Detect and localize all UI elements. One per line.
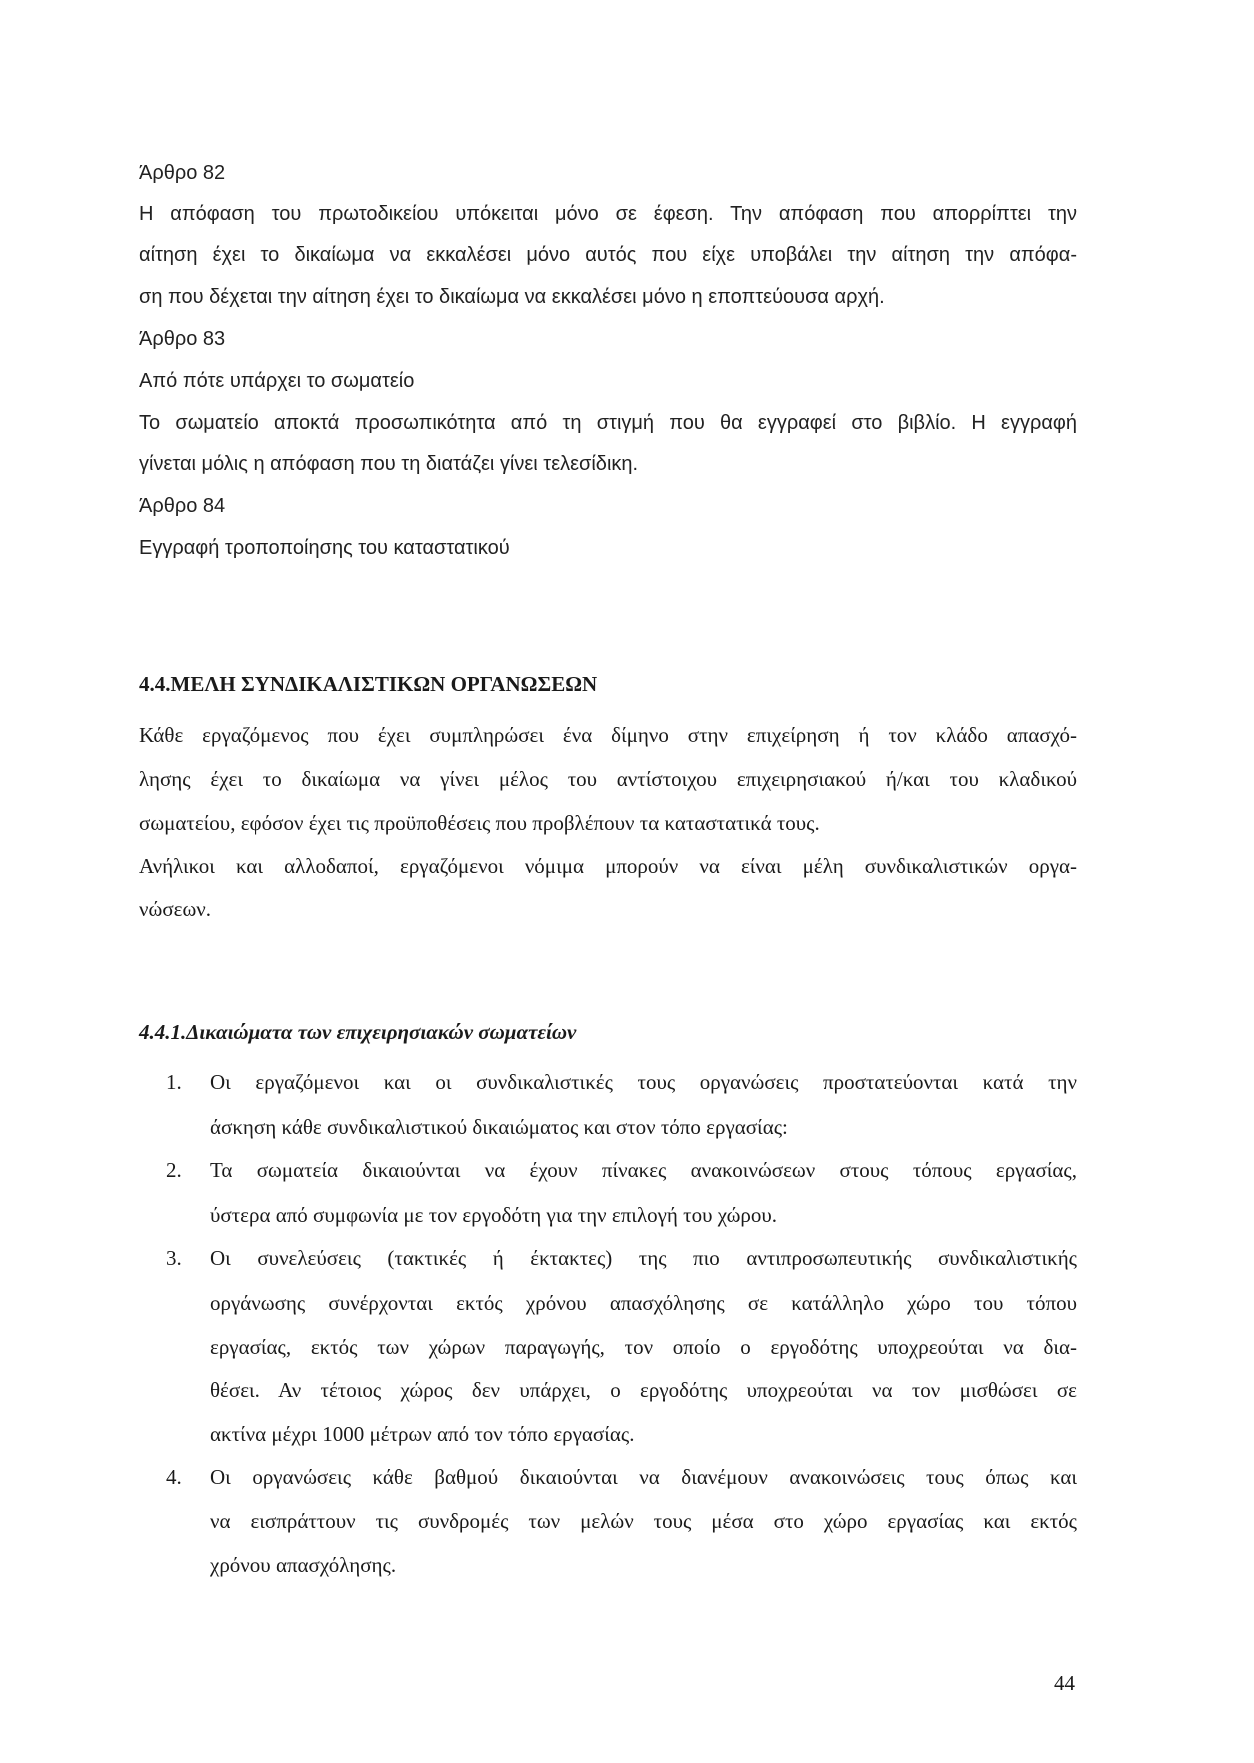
section-4-4-line-5: νώσεων.	[139, 897, 212, 921]
list-item-number: 1.	[166, 1070, 182, 1094]
list-item-number: 3.	[166, 1246, 182, 1270]
section-4-4-1-heading: 4.4.1.Δικαιώματα των επιχειρησιακών σωματείων	[139, 1020, 577, 1044]
article-82-line-2: αίτηση έχει το δικαίωμα να εκκαλέσει μόνο αυτός που είχε υποβάλει την αίτηση την απόφα-	[139, 244, 1077, 266]
list-item-4-line-3: χρόνου απασχόλησης.	[210, 1553, 397, 1577]
list-item-2-line-1: Τα σωματεία δικαιούνται να έχουν πίνακες ανακοινώσεων στους τόπους εργασίας,	[210, 1158, 1077, 1182]
list-item-3-line-1: Οι συνελεύσεις (τακτικές ή έκτακτες) της πιο αντιπροσωπευτικής συνδικαλιστικής	[210, 1246, 1077, 1270]
list-item-3-line-3: εργασίας, εκτός των χώρων παραγωγής, τον οποίο ο εργοδότης υποχρεούται να δια-	[210, 1335, 1077, 1359]
article-83-title: Άρθρο 83	[139, 328, 226, 350]
article-84-title: Άρθρο 84	[139, 495, 226, 517]
article-83-subtitle: Από πότε υπάρχει το σωματείο	[139, 370, 415, 392]
section-4-4-heading: 4.4.ΜΕΛΗ ΣΥΝΔΙΚΑΛΙΣΤΙΚΩΝ ΟΡΓΑΝΩΣΕΩΝ	[139, 672, 598, 696]
article-83-line-1: Το σωματείο αποκτά προσωπικότητα από τη στιγμή που θα εγγραφεί στο βιβλίο. Η εγγραφή	[139, 412, 1077, 434]
list-item-3-line-2: οργάνωσης συνέρχονται εκτός χρόνου απασχόλησης σε κατάλληλο χώρο του τόπου	[210, 1291, 1077, 1315]
list-item-4-line-2: να εισπράττουν τις συνδρομές των μελών τους μέσα στο χώρο εργασίας και εκτός	[210, 1509, 1077, 1533]
section-4-4-line-2: λησης έχει το δικαίωμα να γίνει μέλος του αντίστοιχου επιχειρησιακού ή/και του κλαδικού	[139, 767, 1077, 791]
list-item-2-line-2: ύστερα από συμφωνία με τον εργοδότη για την επιλογή του χώρου.	[210, 1203, 778, 1227]
list-item-number: 4.	[166, 1465, 182, 1489]
section-4-4-line-1: Κάθε εργαζόμενος που έχει συμπληρώσει ένα δίμηνο στην επιχείρηση ή τον κλάδο απασχό-	[139, 723, 1077, 747]
article-82-line-3: ση που δέχεται την αίτηση έχει το δικαίωμα να εκκαλέσει μόνο η εποπτεύουσα αρχή.	[139, 286, 885, 308]
list-item-1-line-2: άσκηση κάθε συνδικαλιστικού δικαιώματος και στον τόπο εργασίας:	[210, 1115, 788, 1139]
section-4-4-line-4: Ανήλικοι και αλλοδαποί, εργαζόμενοι νόμιμα μπορούν να είναι μέλη συνδικαλιστικών οργα-	[139, 854, 1077, 878]
section-4-4-line-3: σωματείου, εφόσον έχει τις προϋποθέσεις που προβλέπουν τα καταστατικά τους.	[139, 811, 820, 835]
list-item-3-line-5: ακτίνα μέχρι 1000 μέτρων από τον τόπο εργασίας.	[210, 1422, 635, 1446]
list-item-4-line-1: Οι οργανώσεις κάθε βαθμού δικαιούνται να διανέμουν ανακοινώσεις τους όπως και	[210, 1465, 1077, 1489]
article-84-subtitle: Εγγραφή τροποποίησης του καταστατικού	[139, 537, 510, 559]
list-item-1-line-1: Οι εργαζόμενοι και οι συνδικαλιστικές τους οργανώσεις προστατεύονται κατά την	[210, 1070, 1077, 1094]
article-82-line-1: Η απόφαση του πρωτοδικείου υπόκειται μόνο σε έφεση. Την απόφαση που απορρίπτει την	[139, 203, 1077, 225]
list-item-3-line-4: θέσει. Αν τέτοιος χώρος δεν υπάρχει, ο εργοδότης υποχρεούται να τον μισθώσει σε	[210, 1378, 1077, 1402]
page-number: 44	[1054, 1671, 1075, 1695]
article-83-line-2: γίνεται μόλις η απόφαση που τη διατάζει γίνει τελεσίδικη.	[139, 453, 639, 475]
list-item-number: 2.	[166, 1158, 182, 1182]
article-82-title: Άρθρο 82	[139, 162, 226, 184]
